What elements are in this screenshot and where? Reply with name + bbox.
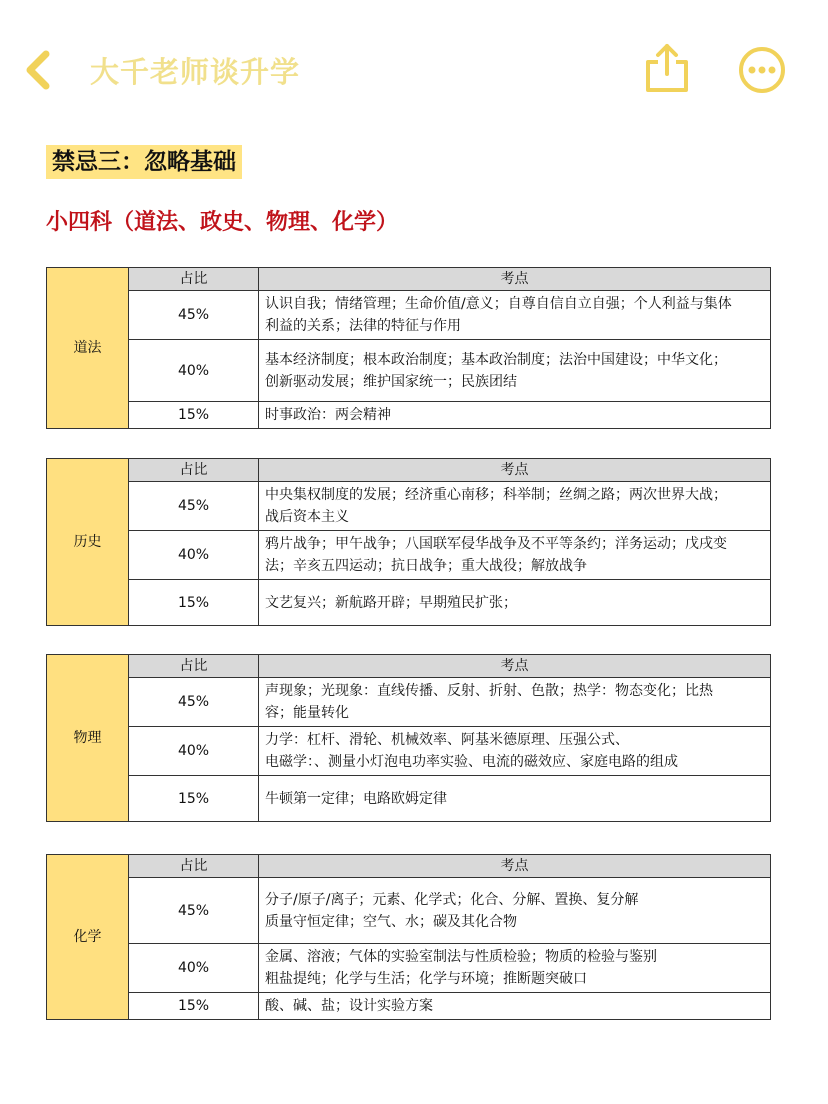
ratio-cell: 40%	[129, 944, 259, 993]
column-header-ratio: 占比	[129, 655, 259, 678]
account-title: 大千老师谈升学	[90, 55, 301, 89]
column-header-points: 考点	[259, 855, 771, 878]
table-row	[47, 776, 771, 822]
table-row	[47, 678, 771, 727]
subject-table-lishi	[46, 458, 771, 626]
subject-name: 道法	[47, 268, 129, 429]
table-row	[47, 291, 771, 340]
ratio-cell: 45%	[129, 482, 259, 531]
chevron-left-icon	[20, 48, 56, 92]
share-button[interactable]	[644, 42, 690, 94]
column-header-points: 考点	[259, 655, 771, 678]
points-cell: 牛顿第一定律；电路欧姆定律	[259, 776, 771, 822]
points-cell: 鸦片战争；甲午战争；八国联军侵华战争及不平等条约；洋务运动；戊戌变 法；辛亥五四运动；抗日战争；重大战役；解放战争	[259, 531, 771, 580]
points-cell: 中央集权制度的发展；经济重心南移；科举制；丝绸之路；两次世界大战； 战后资本主义	[259, 482, 771, 531]
points-cell: 力学：杠杆、滑轮、机械效率、阿基米德原理、压强公式、 电磁学：、测量小灯泡电功率实验、电流的磁效应、家庭电路的组成	[259, 727, 771, 776]
points-cell: 酸、碱、盐；设计实验方案	[259, 993, 771, 1020]
ratio-cell: 15%	[129, 580, 259, 626]
points-cell: 声现象；光现象：直线传播、反射、折射、色散；热学：物态变化；比热 容；能量转化	[259, 678, 771, 727]
table-row	[47, 482, 771, 531]
ratio-cell: 15%	[129, 776, 259, 822]
subject-name: 历史	[47, 459, 129, 626]
subject-table-huaxue	[46, 854, 771, 1020]
section-title: 禁忌三：忽略基础	[46, 145, 242, 179]
points-cell: 时事政治：两会精神	[259, 402, 771, 429]
ratio-cell: 45%	[129, 678, 259, 727]
table-row	[47, 531, 771, 580]
ratio-cell: 45%	[129, 291, 259, 340]
column-header-ratio: 占比	[129, 268, 259, 291]
column-header-ratio: 占比	[129, 855, 259, 878]
points-cell: 认识自我；情绪管理；生命价值/意义；自尊自信自立自强；个人利益与集体 利益的关系；法律的特征与作用	[259, 291, 771, 340]
table-row	[47, 402, 771, 429]
table-row	[47, 340, 771, 402]
table-row	[47, 727, 771, 776]
column-header-points: 考点	[259, 268, 771, 291]
column-header-ratio: 占比	[129, 459, 259, 482]
ratio-cell: 15%	[129, 993, 259, 1020]
ratio-cell: 40%	[129, 340, 259, 402]
points-cell: 金属、溶液；气体的实验室制法与性质检验；物质的检验与鉴别 粗盐提纯；化学与生活；化学与环境；推断题突破口	[259, 944, 771, 993]
points-cell: 文艺复兴；新航路开辟；早期殖民扩张；	[259, 580, 771, 626]
share-icon	[644, 42, 690, 94]
subject-table-wuli	[46, 654, 771, 822]
table-row	[47, 580, 771, 626]
more-icon	[738, 46, 786, 94]
subject-name: 物理	[47, 655, 129, 822]
subject-table-daofa	[46, 267, 771, 429]
section-subtitle: 小四科（道法、政史、物理、化学）	[46, 210, 399, 235]
back-button[interactable]	[20, 48, 56, 92]
ratio-cell: 45%	[129, 878, 259, 944]
column-header-points: 考点	[259, 459, 771, 482]
points-cell: 基本经济制度；根本政治制度；基本政治制度；法治中国建设；中华文化； 创新驱动发展；维护国家统一；民族团结	[259, 340, 771, 402]
top-bar	[0, 0, 828, 140]
table-row	[47, 878, 771, 944]
more-button[interactable]	[738, 46, 786, 94]
table-row	[47, 944, 771, 993]
points-cell: 分子/原子/离子；元素、化学式；化合、分解、置换、复分解 质量守恒定律；空气、水；碳及其化合物	[259, 878, 771, 944]
subject-name: 化学	[47, 855, 129, 1020]
ratio-cell: 40%	[129, 531, 259, 580]
ratio-cell: 15%	[129, 402, 259, 429]
ratio-cell: 40%	[129, 727, 259, 776]
table-row	[47, 993, 771, 1020]
